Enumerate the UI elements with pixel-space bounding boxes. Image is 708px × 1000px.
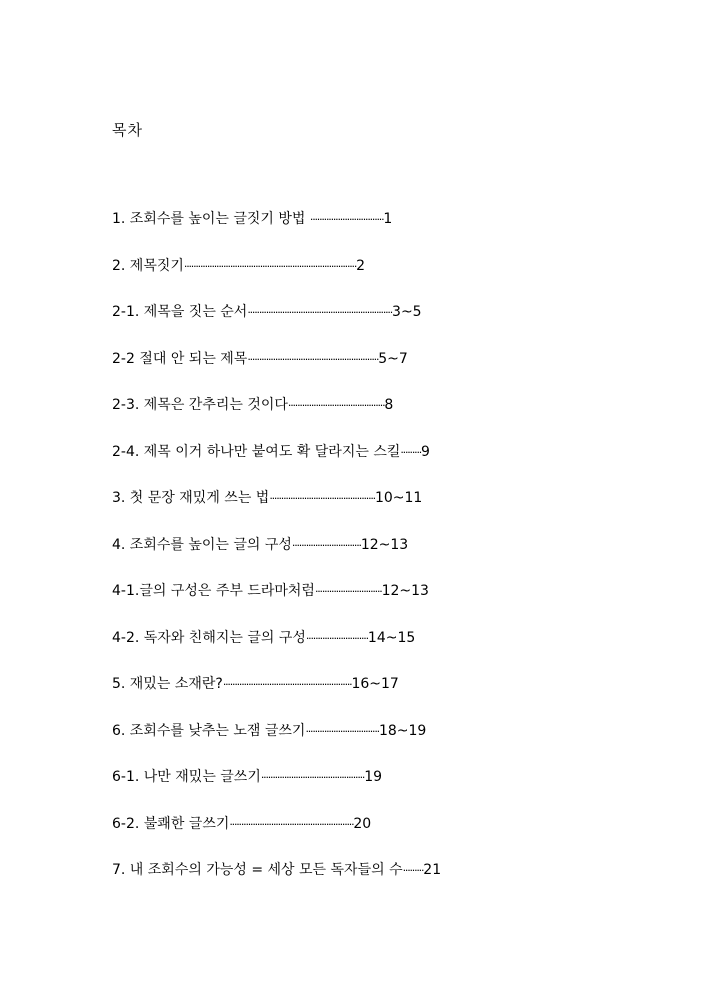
- toc-page-number: 2: [356, 257, 366, 274]
- toc-dot-leader: ································: [305, 724, 379, 738]
- toc-entry: [112, 627, 572, 674]
- toc-page-number: 16~17: [351, 676, 399, 692]
- toc-dot-leader: ························································: [222, 678, 352, 691]
- toc-entry-title: 2-3. 제목은 간추리는 것이다: [112, 397, 288, 413]
- toc-dot-leader: ·············································: [260, 771, 365, 784]
- toc-dot-leader: ·····························: [314, 585, 382, 598]
- toc-dot-leader: ································: [309, 213, 384, 226]
- toc-entry: [112, 348, 572, 395]
- toc-dot-leader: ·························································: [247, 352, 379, 366]
- toc-dot-leader: ······················································: [229, 817, 354, 831]
- toc-entry: [112, 720, 572, 767]
- toc-entry-title: 7. 내 조회수의 가능성 = 세상 모든 독자들의 수: [112, 862, 403, 878]
- toc-entry-title: 3. 첫 문장 재밌게 쓰는 법: [112, 490, 270, 506]
- toc-page-number: 20: [353, 815, 372, 832]
- toc-entry: [112, 580, 572, 627]
- toc-page-number: 12~13: [360, 536, 409, 553]
- toc-page-number: 1: [383, 211, 393, 227]
- toc-entry: [112, 487, 572, 534]
- toc-dot-leader: ··········································: [287, 399, 385, 412]
- toc-page-number: 5~7: [378, 350, 408, 367]
- toc-dot-leader: ···········································································: [183, 259, 357, 273]
- toc-entry: [112, 859, 572, 906]
- table-of-contents: [112, 208, 572, 906]
- toc-entry-title: 2-2 절대 안 되는 제목: [112, 350, 248, 367]
- toc-entry-title: 4-1.글의 구성은 주부 드라마처럼: [112, 583, 315, 599]
- toc-entry: [112, 441, 572, 488]
- toc-entry: [112, 301, 572, 348]
- toc-dot-leader: ···························: [305, 631, 368, 645]
- toc-page-number: 12~13: [381, 583, 429, 599]
- toc-dot-leader: ··············································: [269, 492, 375, 505]
- toc-entry-title: 5. 재밌는 소재란?: [112, 676, 223, 692]
- page-title: 목차: [112, 121, 143, 139]
- toc-page-number: 21: [423, 862, 442, 878]
- toc-entry-title: 6-1. 나만 재밌는 글쓰기: [112, 769, 261, 785]
- toc-page-number: 3~5: [392, 304, 422, 320]
- toc-entry: [112, 255, 572, 302]
- toc-entry: [112, 673, 572, 720]
- toc-page-number: 19: [364, 769, 383, 785]
- toc-entry-title: 2-1. 제목을 짓는 순서: [112, 304, 248, 320]
- toc-entry: [112, 813, 572, 860]
- toc-entry-title: 6-2. 불쾌한 글쓰기: [112, 815, 230, 832]
- toc-entry-title: 4. 조회수를 높이는 글의 구성: [112, 536, 292, 553]
- toc-entry-title: 2-4. 제목 이거 하나만 붙여도 확 달라지는 스킬: [112, 443, 401, 460]
- toc-entry: [112, 534, 572, 581]
- toc-page-number: 8: [384, 397, 394, 413]
- toc-dot-leader: ·········: [400, 445, 422, 459]
- toc-entry-title: 2. 제목짓기: [112, 257, 184, 274]
- toc-entry-title: 6. 조회수를 낮추는 노잼 글쓰기: [112, 722, 306, 739]
- toc-entry-title: 4-2. 독자와 친해지는 글의 구성: [112, 629, 306, 646]
- toc-dot-leader: ·······························································: [247, 306, 393, 319]
- toc-page-number: 18~19: [378, 722, 427, 739]
- toc-page-number: 10~11: [374, 490, 423, 506]
- toc-dot-leader: ······························: [291, 538, 361, 552]
- toc-page-number: 9: [421, 443, 430, 460]
- toc-entry: [112, 394, 572, 441]
- toc-entry-title: 1. 조회수를 높이는 글짓기 방법: [112, 211, 310, 227]
- toc-page-number: 14~15: [367, 629, 416, 646]
- toc-entry: [112, 208, 572, 255]
- toc-entry: [112, 766, 572, 813]
- toc-dot-leader: ·········: [402, 864, 424, 877]
